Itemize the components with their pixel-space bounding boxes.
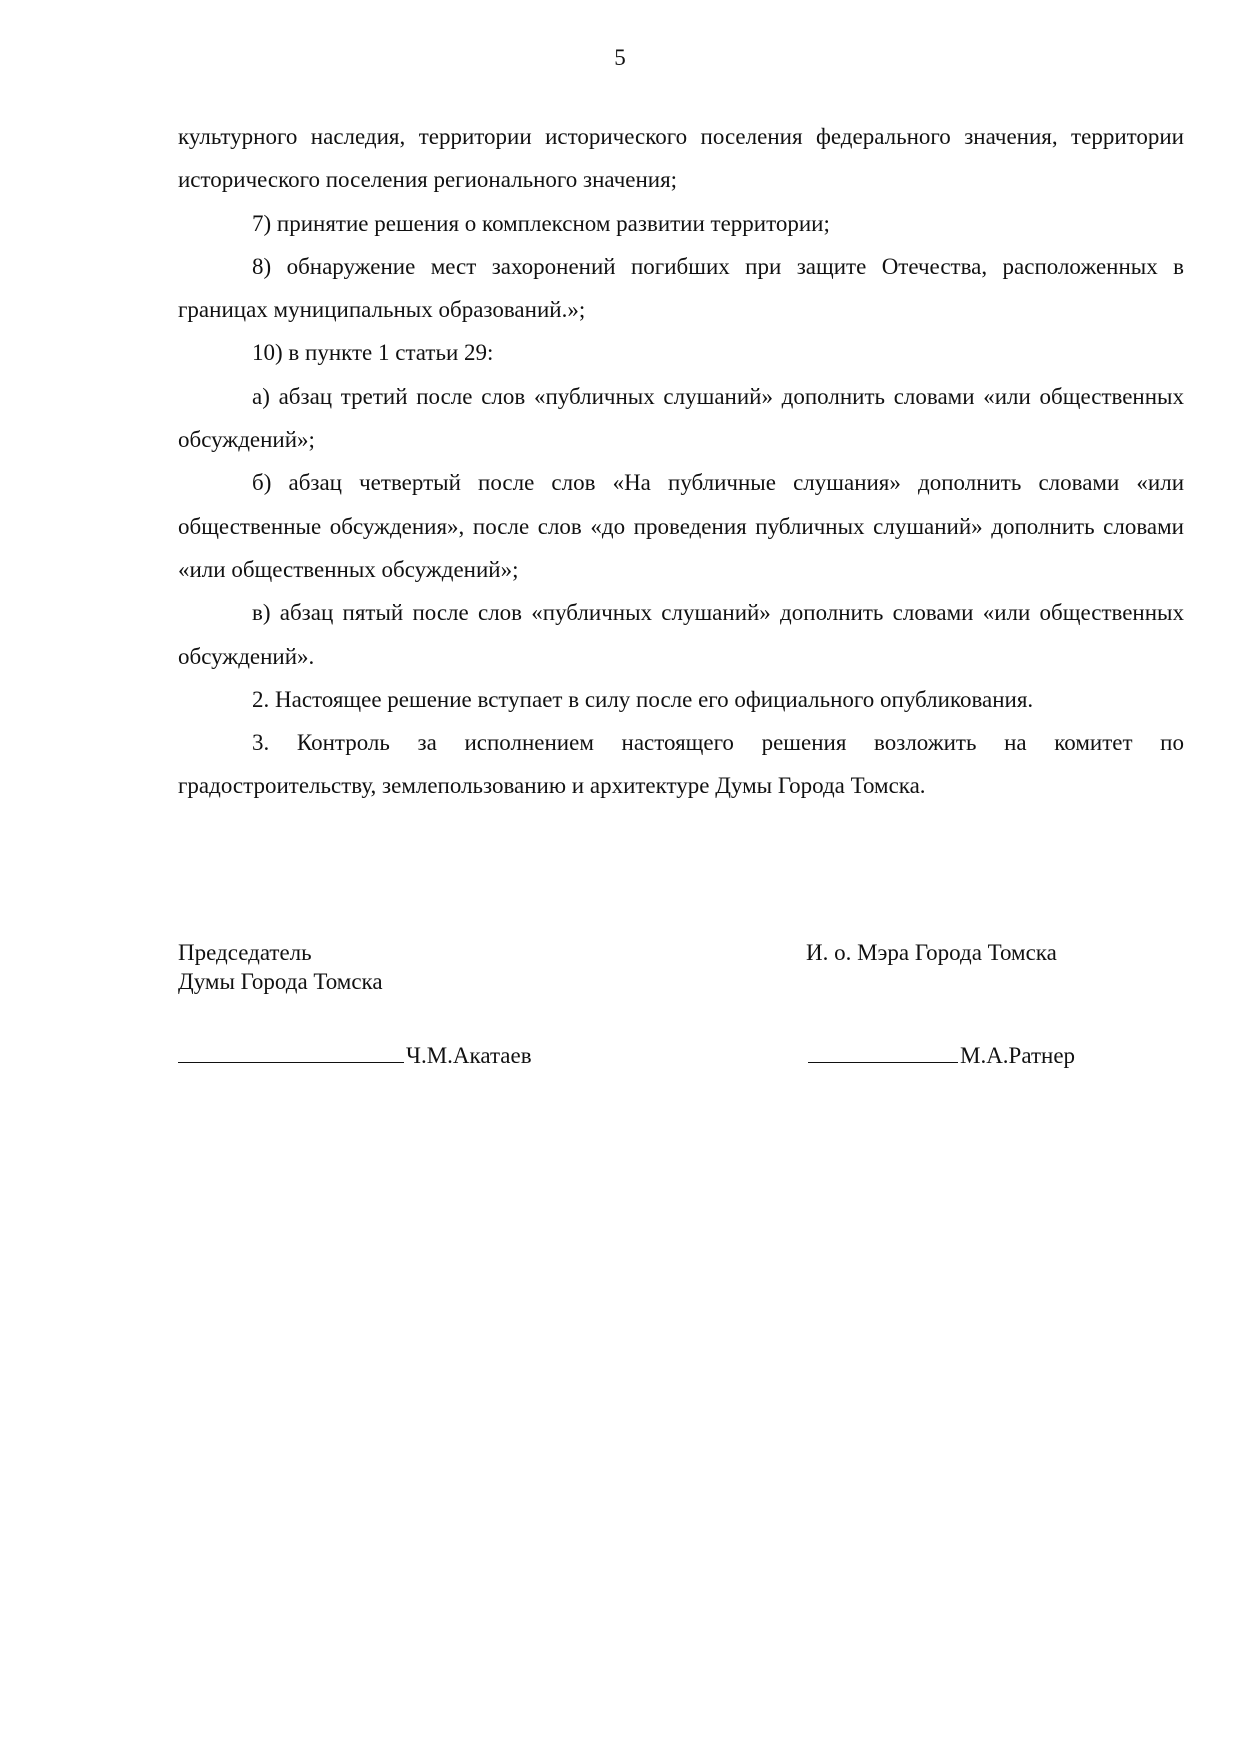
document-body (178, 115, 1184, 808)
signature-blank-left (178, 1040, 404, 1063)
signature-line-right (808, 1040, 1075, 1070)
signatory-left-title-line1: Председатель (178, 940, 312, 965)
signatory-left-title-line2: Думы Города Томска (178, 969, 383, 994)
paragraph-subitem-b: б) абзац четвертый после слов «На публичные слушания» дополнить словами «или общественные обсуждения», после слов «до проведения публичных слушаний» дополнить словами «или общественных обсуждений»; (178, 470, 1184, 582)
signatory-right-name: М.А.Ратнер (960, 1043, 1076, 1068)
page-number: 5 (614, 45, 626, 70)
paragraph-clause-3: 3. Контроль за исполнением настоящего решения возложить на комитет по градостроительству, землепользованию и архитектуре Думы Города Томска. (178, 730, 1184, 799)
paragraph-item-7: 7) принятие решения о комплексном развитии территории; (252, 210, 830, 236)
paragraph-clause-2: 2. Настоящее решение вступает в силу после его официального опубликования. (252, 686, 1034, 712)
signatory-left-name: Ч.М.Акатаев (406, 1043, 532, 1068)
paragraph-continuation: культурного наследия, территории исторического поселения федерального значения, территории исторического поселения регионального значения; (178, 124, 1184, 193)
paragraph-subitem-v: в) абзац пятый после слов «публичных слушаний» дополнить словами «или общественных обсуждений». (178, 600, 1184, 669)
signatory-left-title (178, 938, 383, 996)
paragraph-item-10: 10) в пункте 1 статьи 29: (252, 340, 494, 366)
signature-blank-right (808, 1040, 958, 1063)
paragraph-subitem-a: а) абзац третий после слов «публичных слушаний» дополнить словами «или общественных обсуждений»; (178, 383, 1184, 453)
signatory-right-title: И. о. Мэра Города Томска (806, 940, 1057, 965)
paragraph-item-8: 8) обнаружение мест захоронений погибших при защите Отечества, расположенных в границах муниципальных образований.»; (178, 253, 1184, 323)
signature-line-left (178, 1040, 532, 1070)
